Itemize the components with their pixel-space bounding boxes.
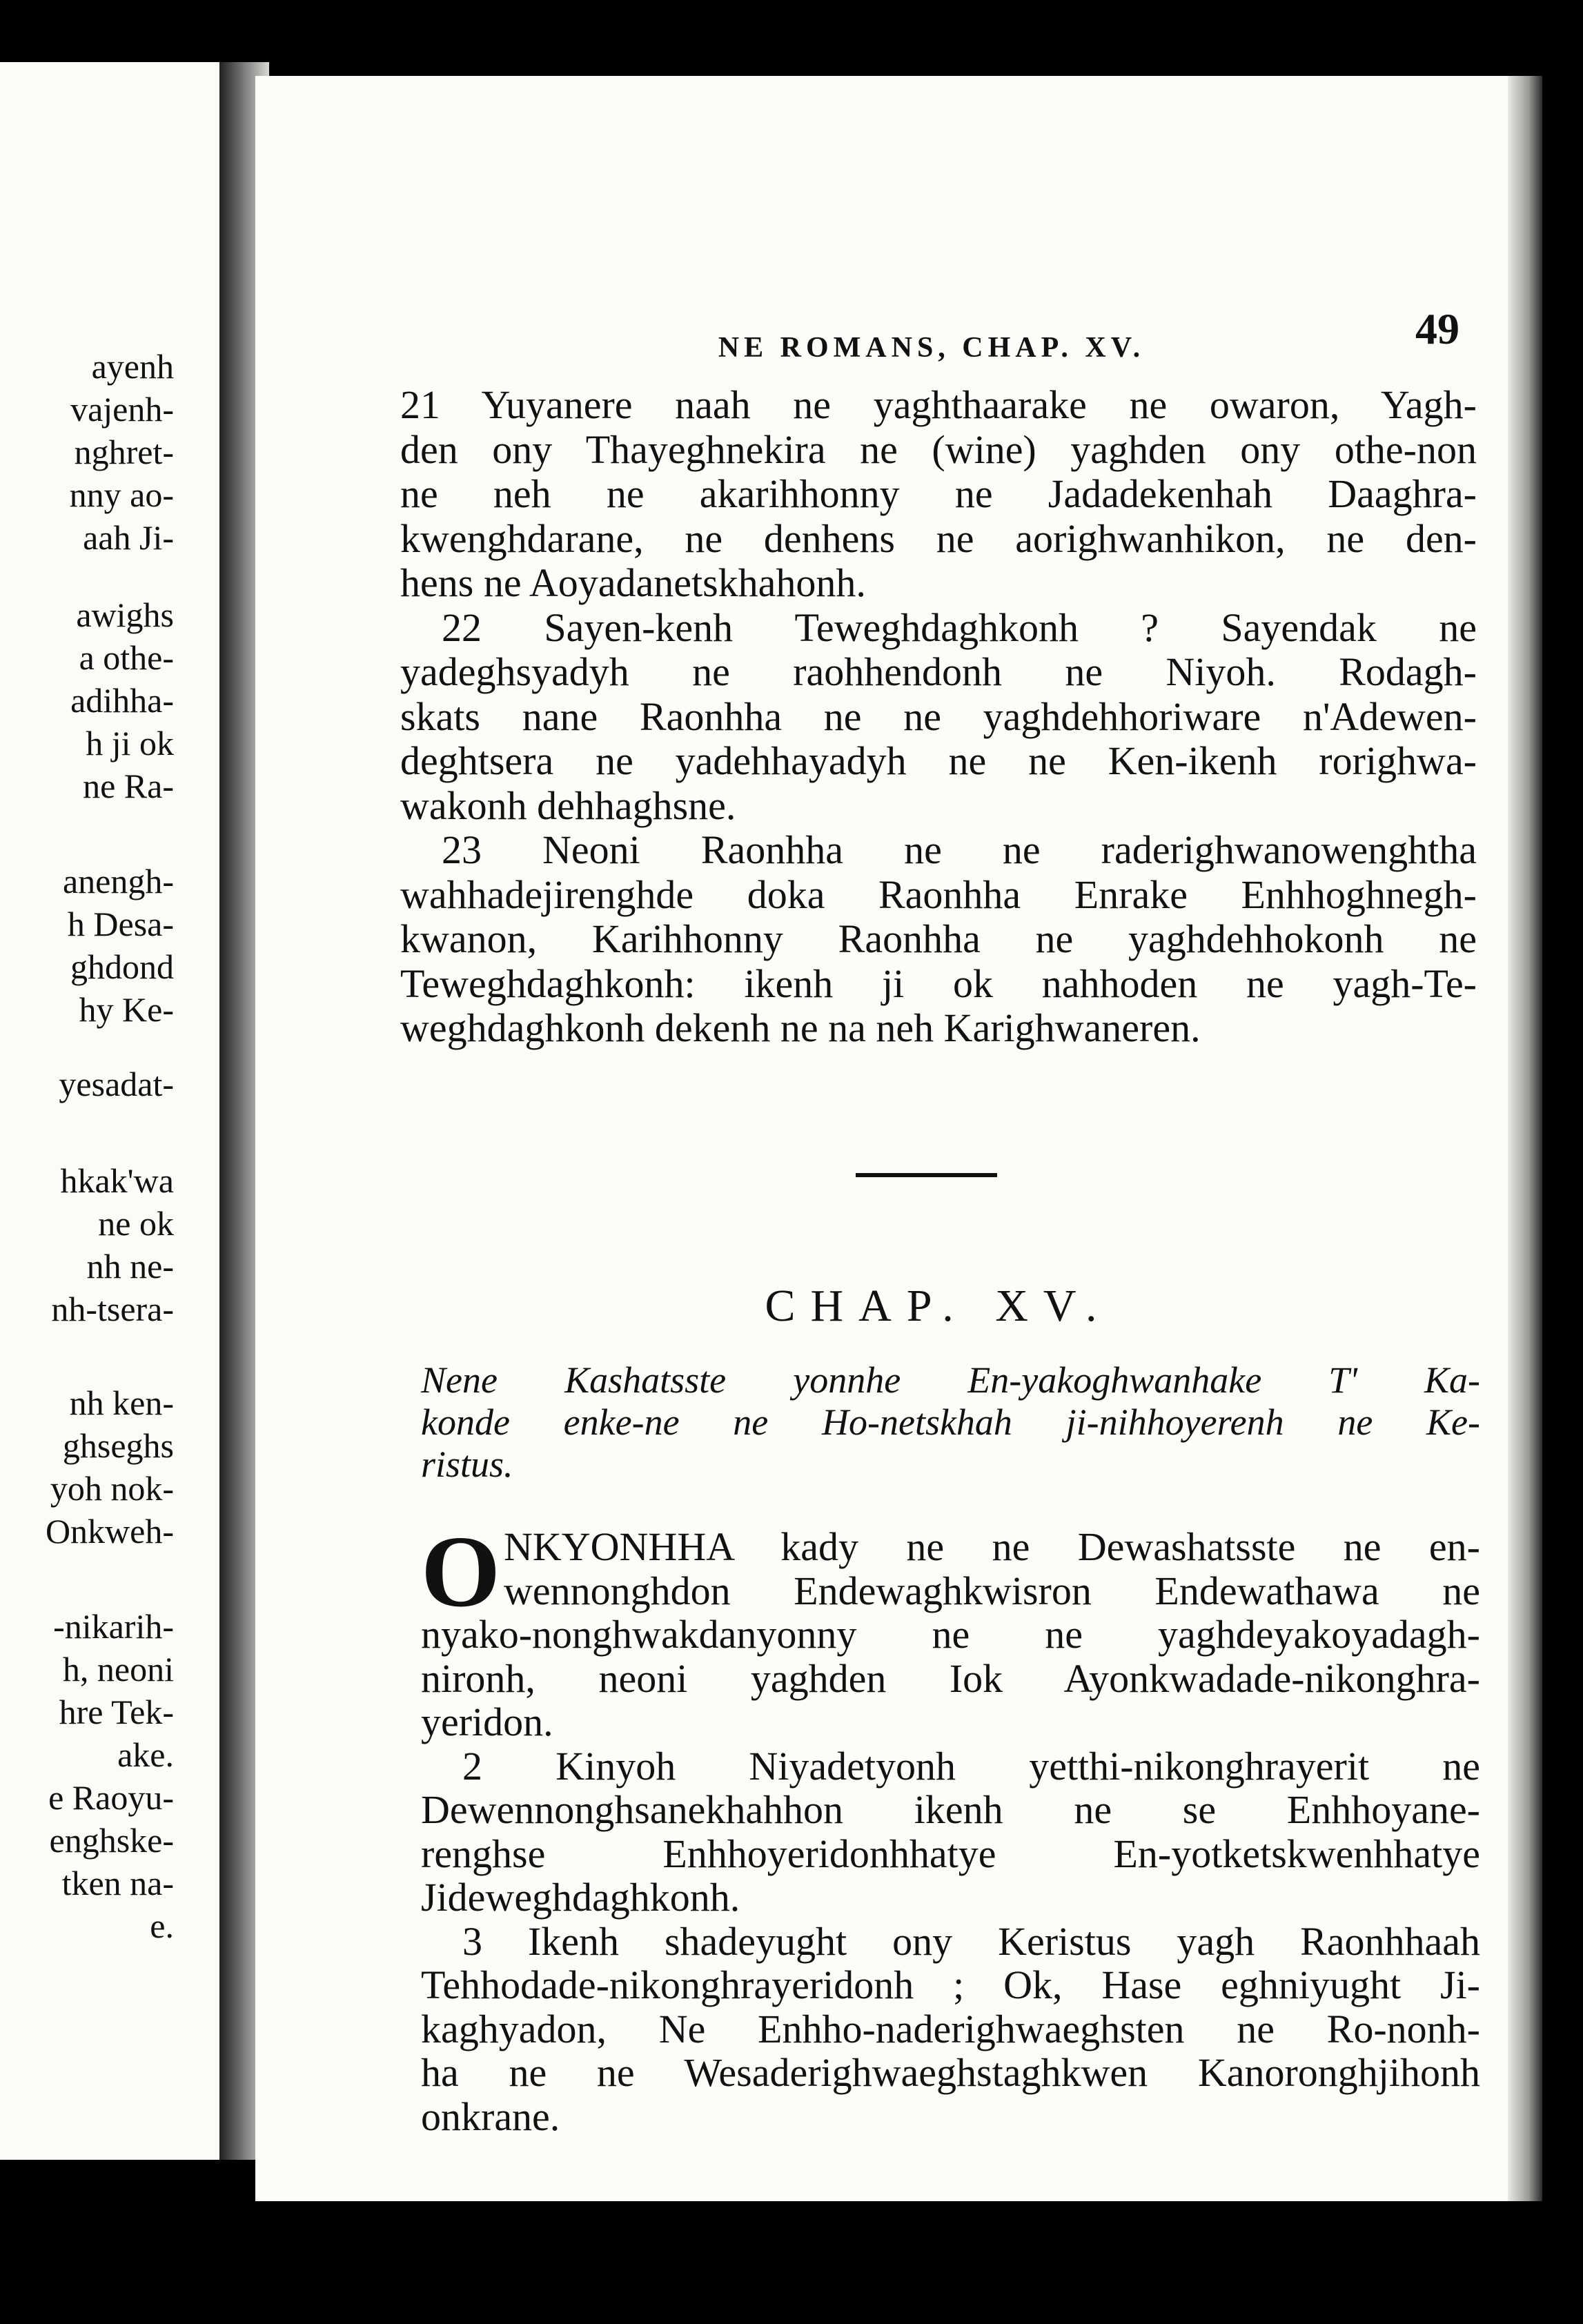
text-line: deghtsera ne yadehhayadyh ne ne Ken-ikenh rorighwa- [400, 738, 1477, 783]
text-line: onkrane. [421, 2094, 560, 2139]
text-line: Teweghdaghkonh: ikenh ji ok nahhoden ne yagh-Te- [400, 961, 1477, 1006]
facing-fragment: nh ken- [69, 1383, 174, 1422]
text-line: kwanon, Karihhonny Raonhha ne yaghdehhokonh ne [400, 916, 1477, 961]
facing-fragment: hkak'wa [60, 1161, 174, 1200]
facing-fragment: tken na- [61, 1864, 174, 1902]
text-line: wennonghdon Endewaghkwisron Endewathawa ne [504, 1568, 1480, 1613]
facing-fragment: ghseghs [62, 1426, 174, 1465]
text-line: hens ne Aoyadanetskhahonh. [400, 560, 866, 605]
facing-fragment: h ji ok [86, 724, 174, 762]
text-line: wakonh dehhaghsne. [400, 782, 736, 828]
text-line: weghdaghkonh dekenh ne na neh Karighwaneren. [400, 1005, 1201, 1050]
text-line: NKYONHHA kady ne ne Dewashatsste ne en- [504, 1524, 1480, 1569]
text-line: 3 Ikenh shadeyught ony Keristus yagh Raonhhaah [462, 1918, 1480, 1964]
summary-line: Nene Kashatsste yonnhe En-yakoghwanhake T' Ka- [421, 1359, 1480, 1401]
drop-cap: O [421, 1515, 501, 1628]
facing-fragment: yoh nok- [50, 1469, 174, 1508]
text-line: 22 Sayen-kenh Teweghdaghkonh ? Sayendak ne [442, 604, 1477, 650]
page-number: 49 [1415, 304, 1459, 353]
facing-fragment: ayenh [91, 347, 174, 386]
book-page [255, 76, 1508, 2201]
text-line: Dewennonghsanekhahhon ikenh ne se Enhhoyane- [421, 1787, 1480, 1832]
facing-fragment: hre Tek- [59, 1693, 174, 1731]
facing-fragment: yesadat- [59, 1065, 174, 1103]
facing-fragment: Onkweh- [45, 1512, 174, 1550]
facing-fragment: ne ok [98, 1204, 174, 1243]
text-line: wahhadejirenghde doka Raonhha Enrake Enhhoghnegh- [400, 872, 1477, 917]
text-line: renghse Enhhoyeridonhhatye En-yotketskwenhhatye [421, 1831, 1480, 1876]
facing-fragment: nh ne- [86, 1247, 174, 1286]
summary-line: ristus. [421, 1444, 513, 1485]
summary-line: konde enke-ne ne Ho-netskhah ji-nihhoyerenh ne Ke- [421, 1401, 1480, 1443]
facing-page [0, 62, 219, 2160]
facing-fragment: ake. [117, 1735, 174, 1774]
text-line: Tehhodade-nikonghrayeridonh ; Ok, Hase eghniyught Ji- [421, 1962, 1480, 2007]
text-line: skats nane Raonhha ne ne yaghdehhoriware n'Adewen- [400, 693, 1477, 739]
text-line: 21 Yuyanere naah ne yaghthaarake ne owaron, Yagh- [400, 382, 1477, 427]
facing-fragment: hy Ke- [79, 990, 174, 1029]
facing-fragment: e Raoyu- [48, 1778, 174, 1817]
text-line: 23 Neoni Raonhha ne ne raderighwanowenghtha [442, 827, 1477, 872]
text-line: ha ne ne Wesaderighwaeghstaghkwen Kanoronghjihonh [421, 2050, 1480, 2095]
text-line: kwenghdarane, ne denhens ne aorighwanhikon, ne den- [400, 515, 1477, 561]
text-line: yeridon. [421, 1700, 553, 1744]
facing-fragment: e. [150, 1907, 174, 1945]
text-line: den ony Thayeghnekira ne (wine) yaghden ony othe-non [400, 426, 1477, 472]
facing-fragment: nghret- [74, 433, 174, 471]
previous-chapter-verses [400, 383, 1477, 1051]
facing-fragment: awighs [76, 595, 174, 634]
facing-fragment: nny ao- [69, 475, 174, 514]
text-line: Jideweghdaghkonh. [421, 1875, 740, 1920]
facing-fragment: adihha- [70, 681, 174, 720]
chapter-verses [421, 1515, 1480, 2139]
section-rule [856, 1173, 997, 1177]
text-line: nironh, neoni yaghden Iok Ayonkwadade-nikonghra- [421, 1655, 1480, 1701]
facing-fragment: ghdond [70, 947, 174, 986]
page-edge-shadow [1508, 76, 1542, 2201]
text-line: kaghyadon, Ne Enhho-naderighwaeghsten ne Ro-nonh- [421, 2006, 1480, 2051]
facing-fragment: h, neoni [62, 1650, 174, 1688]
text-line: nyako-nonghwakdanyonny ne ne yaghdeyakoyadagh- [421, 1612, 1480, 1657]
facing-fragment: a othe- [79, 638, 174, 677]
text-line: 2 Kinyoh Niyadetyonh yetthi-nikonghrayerit ne [462, 1743, 1480, 1789]
facing-fragment: nh-tsera- [51, 1290, 174, 1328]
facing-fragment: aah Ji- [83, 518, 174, 557]
facing-fragment: ne Ra- [83, 767, 174, 805]
chapter-summary [421, 1359, 1480, 1486]
text-line: ne neh ne akarihhonny ne Jadadekenhah Daaghra- [400, 471, 1477, 516]
chapter-heading: CHAP. XV. [765, 1281, 1112, 1331]
facing-fragment: enghske- [49, 1821, 174, 1860]
facing-fragment: anengh- [62, 862, 174, 900]
facing-fragment: vajenh- [70, 390, 174, 429]
facing-fragment: -nikarih- [53, 1607, 174, 1646]
running-head: NE ROMANS, CHAP. XV. [718, 332, 1146, 364]
text-line: yadeghsyadyh ne raohhendonh ne Niyoh. Rodagh- [400, 649, 1477, 694]
facing-fragment: h Desa- [67, 905, 174, 943]
